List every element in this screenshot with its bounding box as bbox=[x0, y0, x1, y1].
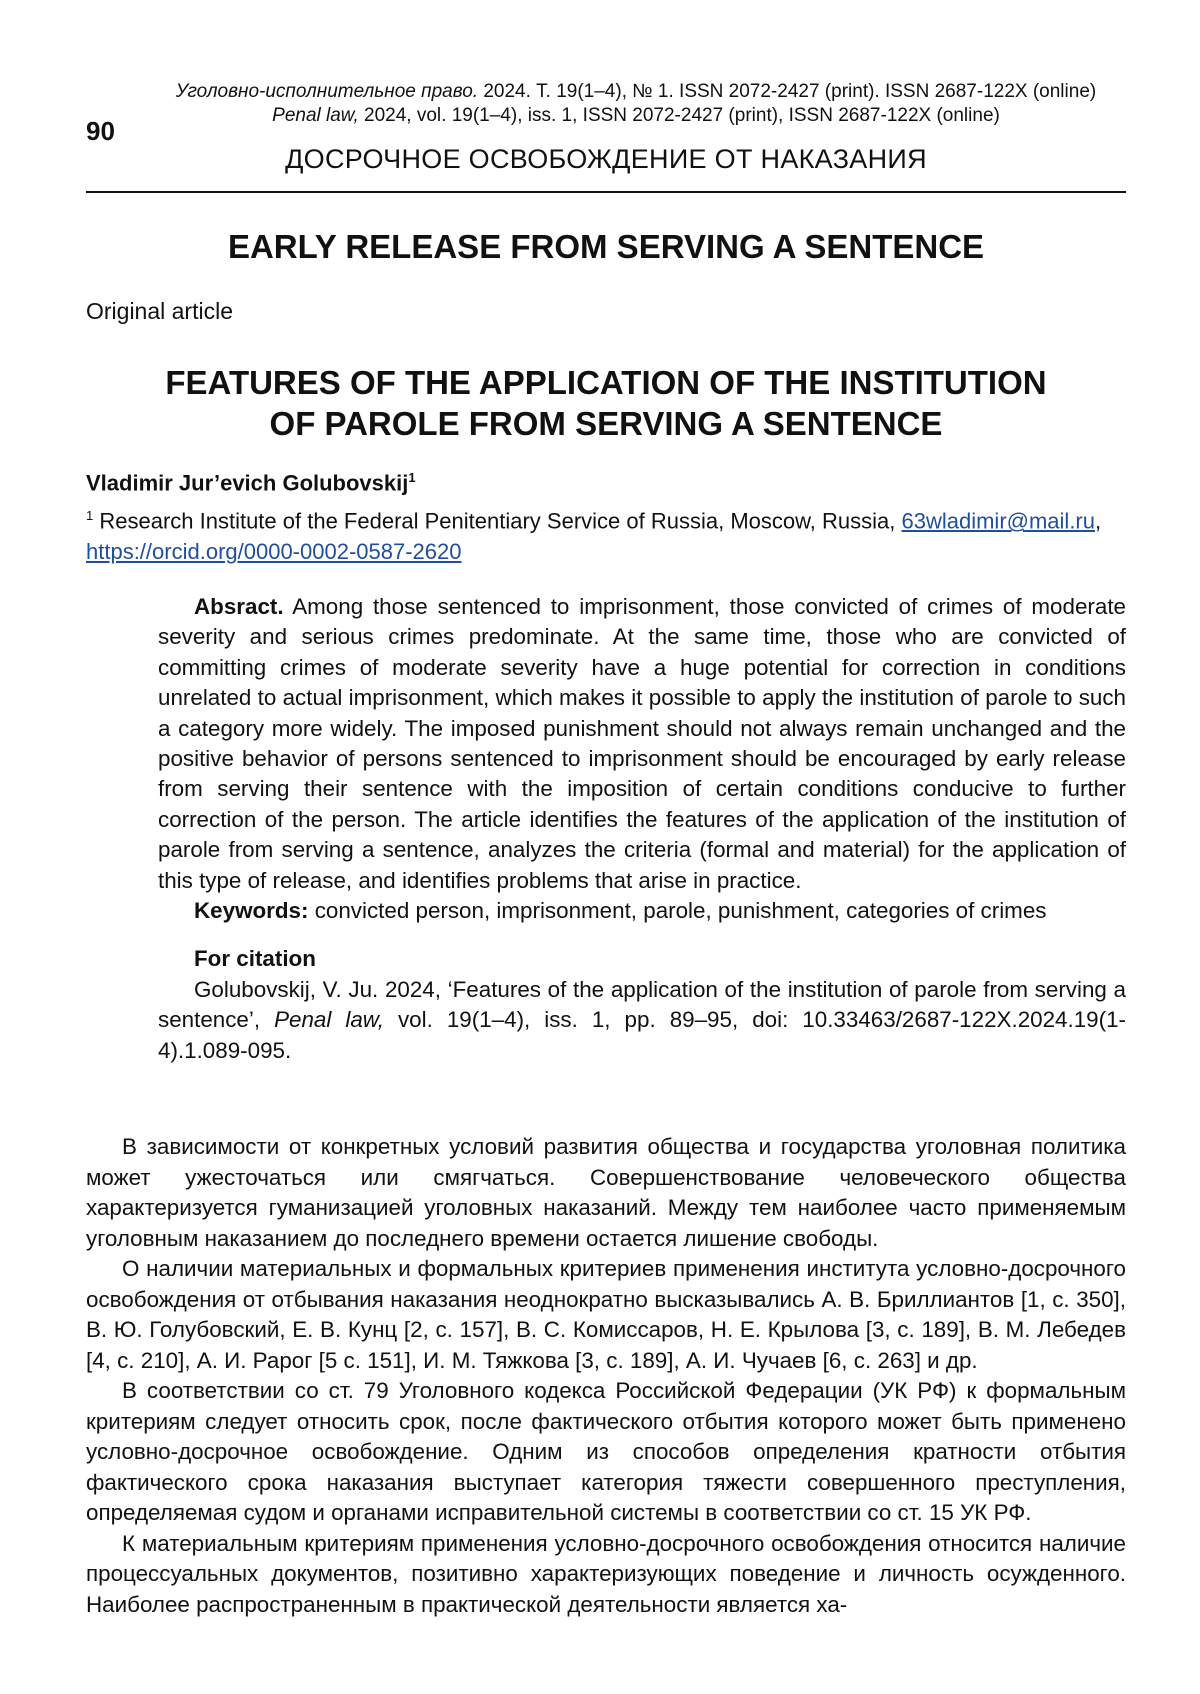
author-affiliation bbox=[86, 500, 1126, 567]
journal-info-en: 2024, vol. 19(1–4), iss. 1, ISSN 2072-2427 (print), ISSN 2687-122X (online) bbox=[358, 105, 1000, 126]
abstract-text: Among those sentenced to imprisonment, those convicted of crimes of moderate severity and serious crimes predominate. At the same time, those who are convicted of committing crimes of moderate severity have a huge potential for correction in conditions unrelated to actual imprisonment, which makes it possible to apply the institution of parole to such a category more widely. The imposed punishment should not always remain unchanged and the positive behavior of persons sentenced to imprisonment should be encouraged by early release from serving their sentence with the imposition of certain conditions conducive to further correction of the person. The article identifies the features of the application of the institution of parole from serving a sentence, analyzes the criteria (formal and material) for the application of this type of release, and identifies problems that arise in practice. bbox=[158, 594, 1126, 893]
citation-label: For citation bbox=[194, 946, 316, 972]
author-superscript: 1 bbox=[408, 470, 416, 485]
keywords-text: convicted person, imprisonment, parole, punishment, categories of crimes bbox=[308, 898, 1047, 924]
affiliation-superscript: 1 bbox=[86, 508, 94, 523]
abstract-label: Absract. bbox=[194, 594, 284, 619]
article-title-line-2: OF PAROLE FROM SERVING A SENTENCE bbox=[269, 405, 943, 442]
citation-part-1: Golubovskij, V. Ju. 2024, ‘Features of the application of the institution of parole from serving a sentence’, bbox=[158, 976, 1126, 1033]
journal-line-en bbox=[146, 104, 1126, 128]
article-body bbox=[86, 1132, 1126, 1620]
journal-name-ru: Уголовно-исполнительное право. bbox=[175, 81, 479, 102]
header-divider bbox=[86, 191, 1126, 193]
body-paragraph-1: В зависимости от конкретных условий развития общества и государства уголовная политика может ужесточаться или смягчаться. Совершенствование человеческого общества характеризуется гуманизацией уголовных наказаний. Между тем наиболее часто применяемым уголовным наказанием до последнего времени остается лишение свободы. bbox=[86, 1134, 1126, 1251]
body-paragraph-2: О наличии материальных и формальных критериев применения института условно-досрочного освобождения от отбывания наказания неоднократно высказывались А. В. Бриллиантов [1, с. 350], В. Ю. Голубовский, Е. В. Кунц [2, с. 157], В. С. Комиссаров, Н. Е. Крылова [3, с. 189], В. М. Лебедев [4, с. 210], А. И. Рарог [5 с. 151], И. М. Тяжкова [3, с. 189], А. И. Чучаев [6, с. 263] и др. bbox=[86, 1256, 1126, 1373]
body-paragraph-4: К материальным критериям применения условно-досрочного освобождения относится наличие процессуальных документов, позитивно характеризующих поведение и личность осужденного. Наиболее распространенным в практической деятельности является ха- bbox=[86, 1530, 1126, 1617]
document-page bbox=[86, 0, 1126, 1694]
section-title-en: EARLY RELEASE FROM SERVING A SENTENCE bbox=[227, 228, 985, 265]
orcid-link[interactable]: https://orcid.org/0000-0002-0587-2620 bbox=[86, 539, 462, 565]
abstract-block bbox=[158, 592, 1126, 1066]
author-name bbox=[86, 470, 416, 496]
author-name-text: Vladimir Jur’evich Golubovskij bbox=[86, 470, 409, 496]
section-title-ru: ДОСРОЧНОЕ ОСВОБОЖДЕНИЕ ОТ НАКАЗАНИЯ bbox=[285, 144, 927, 174]
citation-journal: Penal law, bbox=[274, 1007, 384, 1033]
journal-name-en: Penal law, bbox=[272, 105, 359, 126]
citation-heading bbox=[158, 944, 1126, 974]
article-title bbox=[86, 362, 1126, 444]
email-link[interactable]: 63wladimir@mail.ru bbox=[901, 508, 1095, 534]
citation-part-2: vol. 19(1–4), iss. 1, pp. 89–95, doi: 10.33463/2687-122X.2024.19(1-4).1.089-095. bbox=[158, 1007, 1126, 1063]
abstract-paragraph bbox=[158, 592, 1126, 896]
page-number: 90 bbox=[86, 116, 115, 146]
journal-line-ru bbox=[146, 80, 1126, 104]
citation-text bbox=[158, 975, 1126, 1066]
article-title-line-1: FEATURES OF THE APPLICATION OF THE INSTITUTION bbox=[165, 364, 1047, 401]
affiliation-text: Research Institute of the Federal Penitentiary Service of Russia, Moscow, Russia, bbox=[93, 508, 902, 534]
journal-info-ru: 2024. Т. 19(1–4), № 1. ISSN 2072-2427 (print). ISSN 2687-122X (online) bbox=[478, 81, 1097, 102]
body-paragraph-3: В соответствии со ст. 79 Уголовного кодекса Российской Федерации (УК РФ) к формальным критериям следует относить срок, после фактического отбытия которого может быть применено условно-досрочное освобождение. Одним из способов определения кратности отбытия фактического срока наказания выступает категория тяжести совершенного преступления, определяемая судом и органами исправительной системы в соответствии со ст. 15 УК РФ. bbox=[86, 1378, 1126, 1525]
keywords-label: Keywords: bbox=[194, 898, 309, 924]
running-header bbox=[86, 80, 1126, 198]
affiliation-separator: , bbox=[1095, 508, 1102, 534]
article-type: Original article bbox=[86, 298, 233, 324]
keywords-paragraph bbox=[158, 896, 1126, 926]
